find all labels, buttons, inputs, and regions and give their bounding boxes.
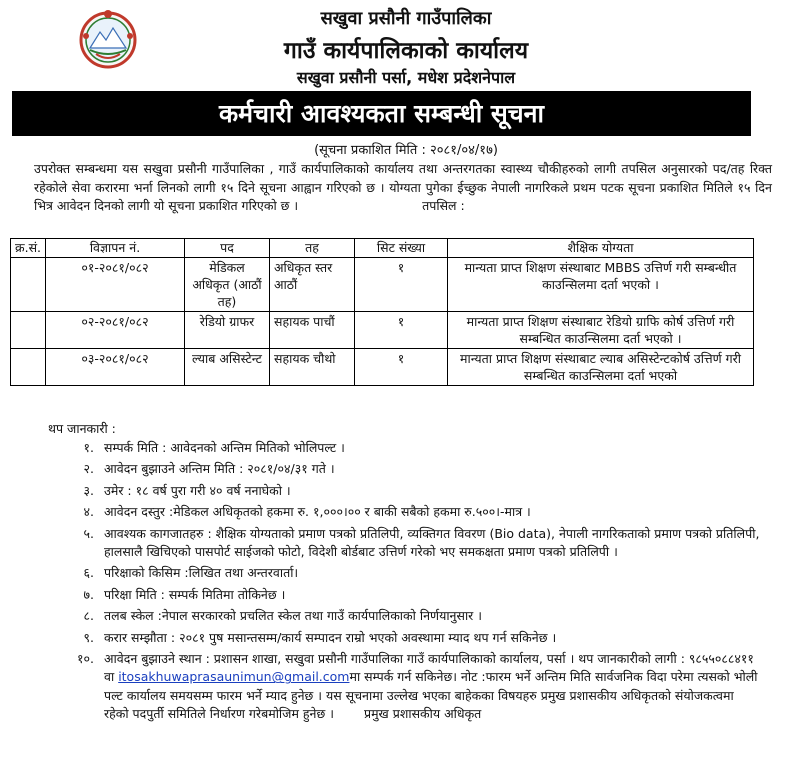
row-level: सहायक चौथो: [270, 349, 355, 386]
note-number: ५.: [83, 525, 94, 541]
list-item: [60, 503, 760, 521]
table-row: [11, 312, 754, 349]
row-sn: [11, 312, 46, 349]
row-sn: [11, 349, 46, 386]
list-item: [60, 586, 760, 604]
schedule-label: तपसिल :: [422, 198, 465, 213]
list-item: [60, 482, 760, 500]
note-number: २.: [83, 461, 94, 477]
table-row: [11, 258, 754, 312]
contact-email-link[interactable]: itosakhuwaprasaunimun@gmail.com: [118, 669, 350, 685]
note-text: आवश्यक कागजातहरु : शैक्षिक योग्यताको प्रमाण पत्रको प्रतिलिपी, व्यक्तिगत विवरण (Bio data), नेपाली नागरिकताको प्रमाण पत्रको प्रतिलिपी, हालसालै खिचिएको पासपोर्ट साईजको फोटो, विदेशी बोर्डबाट उत्तिर्ण गरेको भए समकक्षता प्रमाण पत्रको प्रतिलिपी ।: [104, 525, 760, 560]
row-post: ल्याब असिस्टेन्ट: [185, 349, 270, 386]
row-adv-no: ०३-२०८१/०८२: [46, 349, 185, 386]
note-text: तलब स्केल :नेपाल सरकारको प्रचलित स्केल तथा गाउँ कार्यपालिकाको निर्णयानुसार ।: [104, 608, 483, 624]
note-number: ३.: [83, 482, 94, 498]
more-info-heading: थप जानकारी :: [48, 421, 116, 436]
list-item: [60, 525, 760, 562]
row-qualification: मान्यता प्राप्त शिक्षण संस्थाबाट ल्याब असिस्टेन्टकोर्ष उत्तिर्ण गरी सम्बन्धित काउन्सिलमा दर्ता भएको: [448, 349, 754, 386]
col-header-post: पद: [185, 239, 270, 258]
note-text: उमेर : १८ वर्ष पुरा गरी ४० वर्ष ननाघेको ।: [104, 482, 291, 498]
note-number: १०.: [77, 651, 94, 667]
note-number: ८.: [83, 608, 94, 624]
note-text: परिक्षाको किसिम :लिखित तथा अन्तरवार्ता।: [104, 565, 299, 581]
list-item: [60, 460, 760, 478]
col-header-qualification: शैक्षिक योग्यता: [448, 239, 754, 258]
row-adv-no: ०२-२०८१/०८२: [46, 312, 185, 349]
row-adv-no: ०१-२०८१/०८२: [46, 258, 185, 312]
note-number: १.: [83, 440, 94, 455]
office-address: सखुवा प्रसौनी पर्सा, मधेश प्रदेशनेपाल: [296, 68, 516, 87]
table-row: [11, 349, 754, 386]
note-number: ६.: [83, 565, 94, 581]
row-level: अधिकृत स्तर आठौं: [270, 258, 355, 312]
notice-title-banner: कर्मचारी आवश्यकता सम्बन्धी सूचना: [12, 91, 751, 136]
col-header-adv: विज्ञापन नं.: [46, 239, 185, 258]
col-header-sn: क्र.सं.: [11, 239, 46, 258]
municipality-name: सखुवा प्रसौनी गाउँपालिका: [320, 8, 492, 29]
list-item: [60, 650, 760, 724]
row-seats: १: [355, 349, 448, 386]
note-text: आवेदन बुझाउने स्थान : प्रशासन शाखा, सखुवा प्रसौनी गाउँपालिका गाउँ कार्यपालिकाको कार्यालय, पर्सा । थप जानकारीको लागी : ९८५५०८८४११ वा: [104, 651, 754, 685]
note-number: ९.: [83, 629, 94, 645]
row-sn: [11, 258, 46, 312]
published-date: (सूचना प्रकाशित मिति : २०८१/०४/१७): [314, 143, 498, 158]
office-name: गाउँ कार्यपालिकाको कार्यालय: [283, 38, 529, 64]
signature-title: प्रमुख प्रशासकीय अधिकृत: [363, 706, 482, 722]
col-header-level: तह: [270, 239, 355, 258]
row-post: मेडिकल अधिकृत (आठौं तह): [185, 258, 270, 312]
list-item: [60, 629, 760, 647]
note-text-continued: मा सम्पर्क गर्न सकिनेछ। नोट :फारम भर्ने अन्तिम मिति सार्वजनिक विदा परेमा त्यसको भोली पल्ट कार्यालय समयसम्म फारम भर्ने म्याद हुनेछ । यस सूचनामा उल्लेख भएका बाहेकका विषयहरु प्रमुख प्रशासकीय अधिकृतको संयोजकत्वमा रहेको पदपुर्ती समितिले निर्धारण गरेबमोजिम हुनेछ ।: [104, 669, 758, 722]
row-qualification: मान्यता प्राप्त शिक्षण संस्थाबाट MBBS उत्तिर्ण गरी सम्बन्धीत काउन्सिलमा दर्ता भएको ।: [448, 258, 754, 312]
note-text: सम्पर्क मिति : आवेदनको अन्तिम मितिको भोलिपल्ट ।: [104, 440, 345, 455]
note-text: करार सम्झौता : २०८१ पुष मसान्तसम्म/कार्य सम्पादन राम्रो भएको अवस्थामा म्याद थप गर्न सकिनेछ ।: [104, 629, 557, 645]
notes-list: [60, 436, 760, 724]
note-text: आवेदन दस्तुर :मेडिकल अधिकृतको हकमा रु. १,०००।०० र बाकी सबैको हकमा रु.५००।-मात्र ।: [104, 504, 531, 520]
note-number: ४.: [83, 504, 94, 520]
row-seats: १: [355, 312, 448, 349]
row-post: रेडियो ग्राफर: [185, 312, 270, 349]
vacancy-table: [10, 238, 754, 386]
table-header-row: [11, 239, 754, 258]
note-number: ७.: [83, 586, 94, 602]
list-item: [60, 439, 760, 457]
note-text: आवेदन बुझाउने अन्तिम मिति : २०८१/०४/३१ गते ।: [104, 461, 335, 477]
intro-paragraph: [34, 160, 772, 216]
list-item: [60, 607, 760, 625]
row-level: सहायक पाचौं: [270, 312, 355, 349]
list-item: [60, 564, 760, 582]
col-header-seats: सिट संख्या: [355, 239, 448, 258]
note-text: परिक्षा मिति : सम्पर्क मितिमा तोकिनेछ ।: [104, 586, 286, 602]
intro-text: उपरोक्त सम्बन्धमा यस सखुवा प्रसौनी गाउँपालिका , गाउँ कार्यपालिकाको कार्यालय तथा अन्तरगतका स्वास्थ्य चौकीहरुको लागी तपसिल अनुसारको पद/तह रिक्त रहेकोले सेवा करारमा भर्ना लिनको लागी १५ दिने सूचना आह्वान गरिएको छ । योग्यता पुगेका ईच्छुक नेपाली नागरिकले प्रथम पटक सूचना प्रकाशित मितिले १५ दिन भित्र आवेदन दिनको लागी यो सूचना प्रकाशित गरिएको छ ।: [34, 161, 772, 213]
row-seats: १: [355, 258, 448, 312]
row-qualification: मान्यता प्राप्त शिक्षण संस्थाबाट रेडियो ग्राफि कोर्ष उत्तिर्ण गरी सम्बन्धित काउन्सिलमा दर्ता भएको ।: [448, 312, 754, 349]
